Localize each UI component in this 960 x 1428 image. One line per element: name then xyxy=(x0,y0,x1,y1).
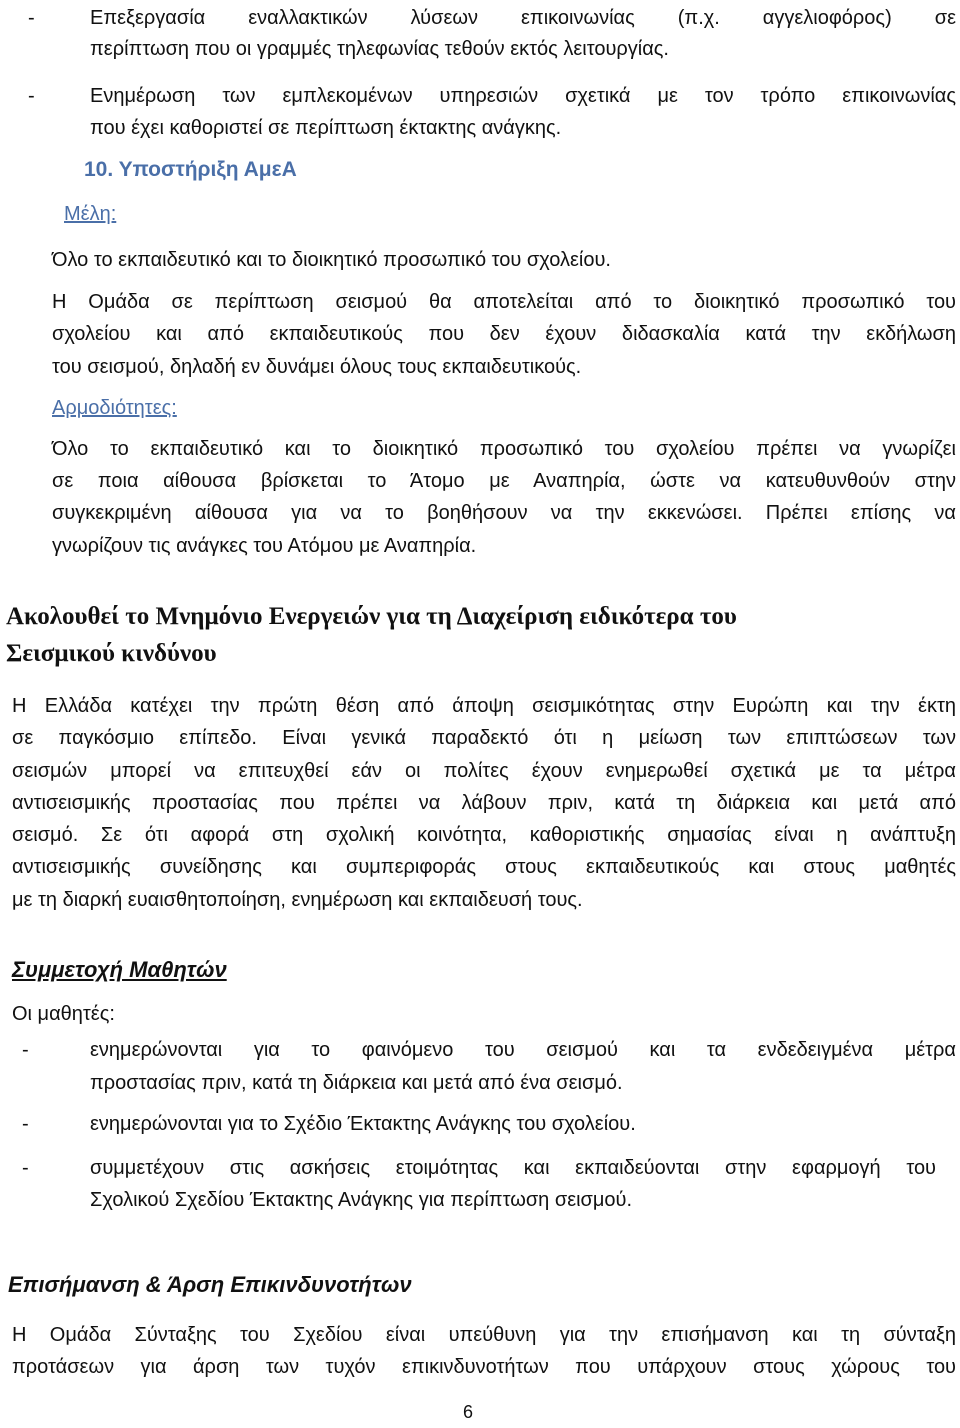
paragraph-line: σε ποια αίθουσα βρίσκεται το Άτομο με Αναπηρία, ώστε να κατευθυνθούν στην xyxy=(52,470,956,492)
list-dash: - xyxy=(22,1039,29,1061)
list-item-line: Ενημέρωση των εμπλεκομένων υπηρεσιών σχετικά με τον τρόπο επικοινωνίας xyxy=(90,85,956,107)
paragraph-line: σεισμών μπορεί να επιτευχθεί εάν οι πολίτες έχουν ενημερωθεί σχετικά με τα μέτρα xyxy=(12,760,956,782)
list-item-line: ενημερώνονται για το φαινόμενο του σεισμού και τα ενδεδειγμένα μέτρα xyxy=(90,1039,956,1061)
paragraph-line: Η Ομάδα σε περίπτωση σεισμού θα αποτελείται από το διοικητικό προσωπικό του xyxy=(52,291,956,313)
paragraph-line: συγκεκριμένη αίθουσα για να το βοηθήσουν να την εκκενώσει. Πρέπει επίσης να xyxy=(52,502,956,524)
list-item-line: προστασίας πριν, κατά τη διάρκεια και μετά από ένα σεισμό. xyxy=(90,1072,623,1094)
paragraph-line: σε παγκόσμιο επίπεδο. Είναι γενικά παραδεκτό ότι η μείωση των επιπτώσεων των xyxy=(12,727,956,749)
members-label: Μέλη: xyxy=(64,203,117,225)
list-item-line: Σχολικού Σχεδίου Έκτακτης Ανάγκης για περίπτωση σεισμού. xyxy=(90,1189,633,1211)
list-item-line: Επεξεργασία εναλλακτικών λύσεων επικοινωνίας (π.χ. αγγελιοφόρος) σε xyxy=(90,7,956,29)
paragraph-line: Η Ομάδα Σύνταξης του Σχεδίου είναι υπεύθυνη για την επισήμανση και τη σύνταξη xyxy=(12,1324,956,1346)
list-dash: - xyxy=(22,1157,29,1179)
section-heading: 10. Υποστήριξη ΑμεΑ xyxy=(84,158,297,181)
paragraph-line: γνωρίζουν τις ανάγκες του Ατόμου με Αναπηρία. xyxy=(52,535,477,557)
list-item-line: συμμετέχουν στις ασκήσεις ετοιμότητας και εκπαιδεύονται στην εφαρμογή του xyxy=(90,1157,936,1179)
paragraph-line: Η Ελλάδα κατέχει την πρώτη θέση από άποψη σεισμικότητας στην Ευρώπη και την έκτη xyxy=(12,695,956,717)
paragraph-line: αντισεισμικής προστασίας που πρέπει να λάβουν πριν, κατά τη διάρκεια και μετά από xyxy=(12,792,956,814)
paragraph-line: με τη διαρκή ευαισθητοποίηση, ενημέρωση και εκπαιδευσή τους. xyxy=(12,889,583,911)
duties-label: Αρμοδιότητες: xyxy=(52,397,177,419)
list-item-line: που έχει καθοριστεί σε περίπτωση έκτακτης ανάγκης. xyxy=(90,117,562,139)
list-item-line: ενημερώνονται για το Σχέδιο Έκτακτης Ανάγκης του σχολείου. xyxy=(90,1113,636,1135)
members-text: Όλο το εκπαιδευτικό και το διοικητικό προσωπικό του σχολείου. xyxy=(52,249,611,271)
paragraph-line: σχολείου και από εκπαιδευτικούς που δεν έχουν διδασκαλία κατά την εκδήλωση xyxy=(52,323,956,345)
paragraph-line: του σεισμού, δηλαδή εν δυνάμει όλους τους εκπαιδευτικούς. xyxy=(52,356,582,378)
hazards-heading: Επισήμανση & Άρση Επικινδυνοτήτων xyxy=(8,1272,412,1297)
paragraph-line: αντισεισμικής συνείδησης και συμπεριφοράς στους εκπαιδευτικούς και στους μαθητές xyxy=(12,856,956,878)
memo-heading-line: Ακολουθεί το Μνημόνιο Ενεργειών για τη Διαχείριση ειδικότερα του xyxy=(6,603,737,630)
list-dash: - xyxy=(28,85,35,107)
students-heading: Συμμετοχή Μαθητών xyxy=(12,957,227,982)
list-item-line: περίπτωση που οι γραμμές τηλεφωνίας τεθούν εκτός λειτουργίας. xyxy=(90,38,669,60)
paragraph-line: προτάσεων για άρση των τυχόν επικινδυνοτήτων που υπάρχουν στους χώρους του xyxy=(12,1356,956,1378)
paragraph-line: σεισμό. Σε ότι αφορά στη σχολική κοινότητα, καθοριστικής σημασίας είναι η ανάπτυξη xyxy=(12,824,956,846)
memo-heading-line: Σεισμικού κινδύνου xyxy=(6,640,217,667)
list-dash: - xyxy=(22,1113,29,1135)
students-intro: Οι μαθητές: xyxy=(12,1003,115,1025)
list-dash: - xyxy=(28,7,35,29)
page-number: 6 xyxy=(463,1402,474,1422)
paragraph-line: Όλο το εκπαιδευτικό και το διοικητικό προσωπικό του σχολείου πρέπει να γνωρίζει xyxy=(52,438,956,460)
